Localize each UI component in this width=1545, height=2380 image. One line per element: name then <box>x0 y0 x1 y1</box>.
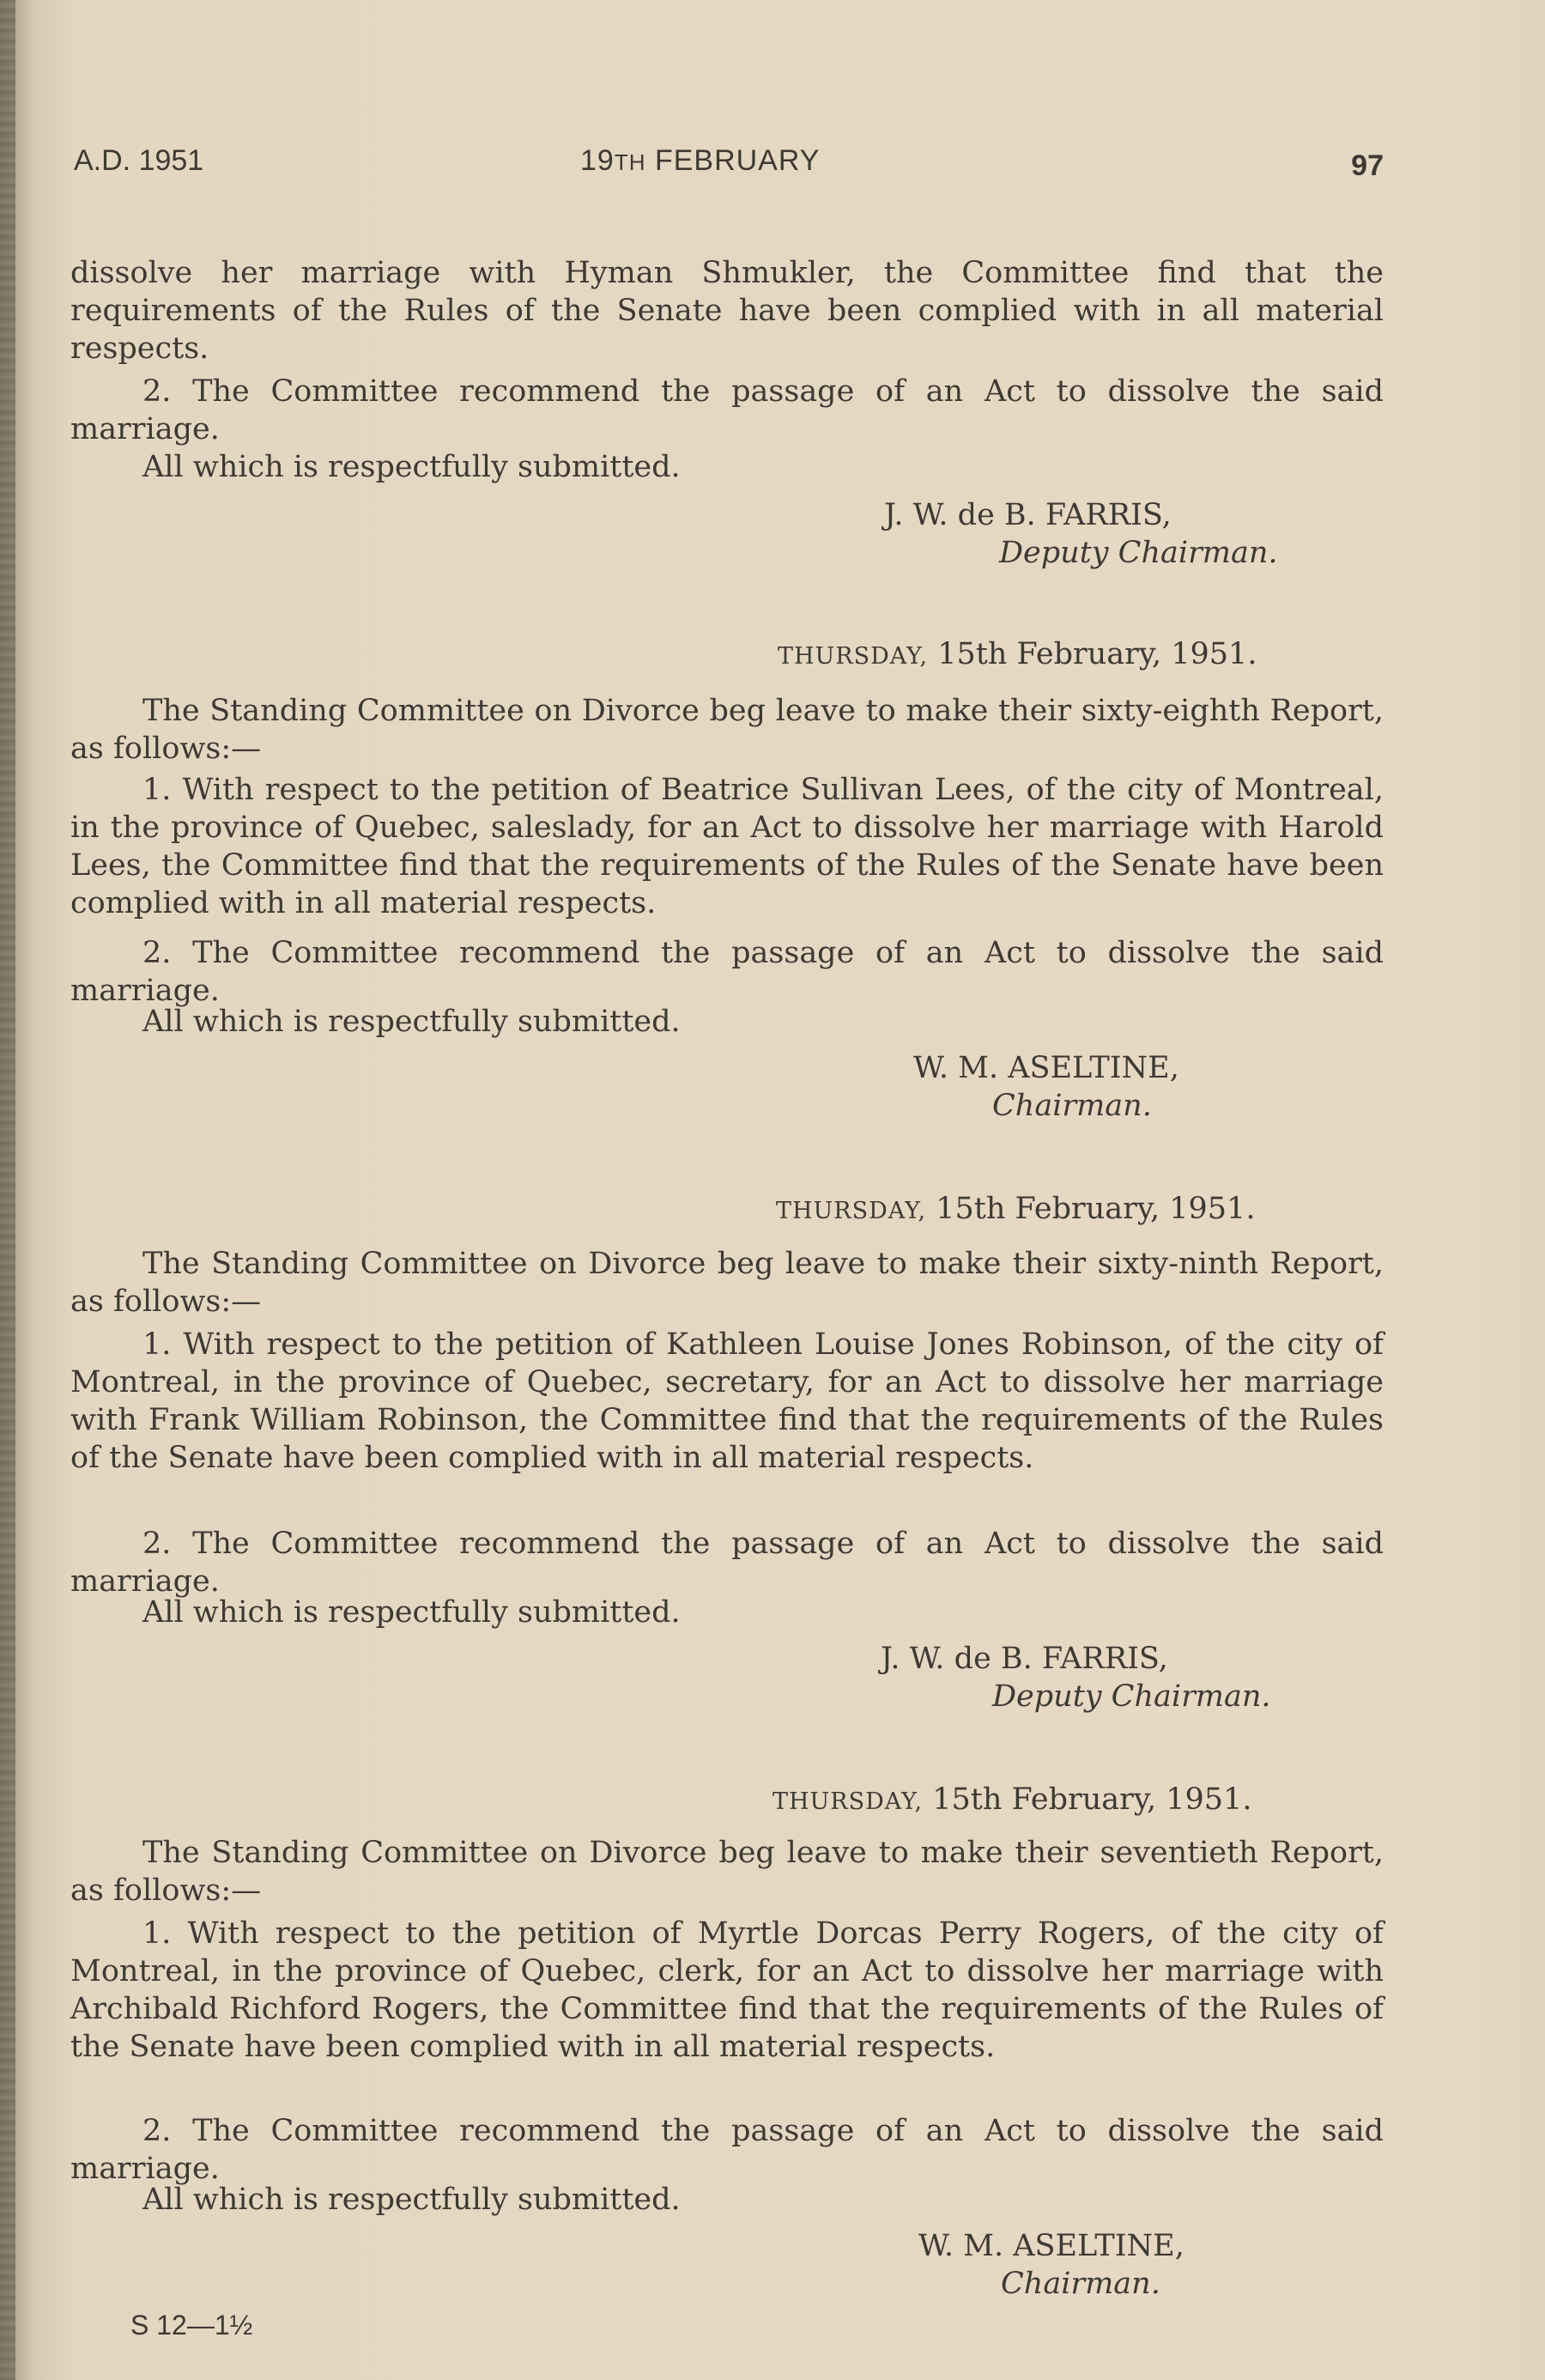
report-closing: All which is respectfully submitted. <box>142 1005 681 1039</box>
report-intro: The Standing Committee on Divorce beg leave to make their sixty-ninth Report, as follows:— <box>70 1247 1384 1319</box>
report-date <box>776 1190 1255 1230</box>
report-paragraph: 1. With respect to the petition of Kathleen Louise Jones Robinson, of the city of Montreal, in the province of Quebec, secretary, for an Act to dissolve her marriage with Frank William Robinson, the Committee find that the requirements of the Rules of the Senate have been complied with in all material respects. <box>70 1327 1384 1475</box>
report-paragraph: 2. The Committee recommend the passage of an Act to dissolve the said marriage. <box>70 936 1384 1008</box>
report-paragraph: 2. The Committee recommend the passage of an Act to dissolve the said marriage. <box>70 2114 1384 2186</box>
report-date-day: THURSDAY, <box>772 1788 924 1815</box>
report-date-rest: 15th February, 1951. <box>923 1782 1252 1817</box>
report-paragraph: 1. With respect to the petition of Beatrice Sullivan Lees, of the city of Montreal, in the province of Quebec, saleslady, for an Act to dissolve her marriage with Harold Lees, the Committee find that the requirements of the Rules of the Senate have been complied with in all material respects. <box>70 773 1384 920</box>
report-closing: All which is respectfully submitted. <box>142 2183 681 2217</box>
header-date-day: 19 <box>580 144 615 177</box>
report-date-day: THURSDAY, <box>778 643 929 670</box>
report-date-rest: 15th February, 1951. <box>928 637 1257 671</box>
page-number: 97 <box>1351 149 1384 182</box>
report-paragraph: 2. The Committee recommend the passage of an Act to dissolve the said marriage. <box>70 374 1384 446</box>
report-date <box>778 635 1257 676</box>
signatory-name: J. W. de B. FARRIS, <box>884 498 1172 532</box>
signatory-name: W. M. ASELTINE, <box>913 1051 1179 1085</box>
header-date-suffix: TH <box>614 149 646 175</box>
report-date-day: THURSDAY, <box>776 1198 927 1224</box>
header-date-month: FEBRUARY <box>645 144 821 177</box>
report-date <box>772 1781 1251 1821</box>
report-intro: The Standing Committee on Divorce beg leave to make their seventieth Report, as follows:— <box>70 1836 1384 1908</box>
signatory-title: Chairman. <box>992 1089 1152 1123</box>
report-paragraph: 1. With respect to the petition of Myrtle Dorcas Perry Rogers, of the city of Montreal, in the province of Quebec, clerk, for an Act to dissolve her marriage with Archibald Richford Rogers, the Committee find that the requirements of the Rules of the Senate have been complied with in all material respects. <box>70 1916 1384 2064</box>
printer-signature-mark: S 12—1½ <box>130 2310 253 2341</box>
report-paragraph: dissolve her marriage with Hyman Shmukler, the Committee find that the requirements of the Rules of the Senate have been complied with in all material respects. <box>70 256 1384 366</box>
book-spine-shadow <box>0 0 15 2380</box>
report-closing: All which is respectfully submitted. <box>142 450 681 484</box>
report-date-rest: 15th February, 1951. <box>926 1192 1256 1226</box>
header-year: A.D. 1951 <box>74 144 204 177</box>
running-header <box>74 144 1384 187</box>
signatory-title: Chairman. <box>1001 2267 1160 2301</box>
header-date <box>580 144 820 178</box>
signatory-title: Deputy Chairman. <box>992 1679 1271 1714</box>
signatory-title: Deputy Chairman. <box>999 536 1278 570</box>
report-intro: The Standing Committee on Divorce beg leave to make their sixty-eighth Report, as follows:— <box>70 694 1384 766</box>
signatory-name: W. M. ASELTINE, <box>918 2229 1184 2263</box>
report-paragraph: 2. The Committee recommend the passage of an Act to dissolve the said marriage. <box>70 1527 1384 1599</box>
report-closing: All which is respectfully submitted. <box>142 1595 681 1630</box>
signatory-name: J. W. de B. FARRIS, <box>881 1642 1168 1676</box>
